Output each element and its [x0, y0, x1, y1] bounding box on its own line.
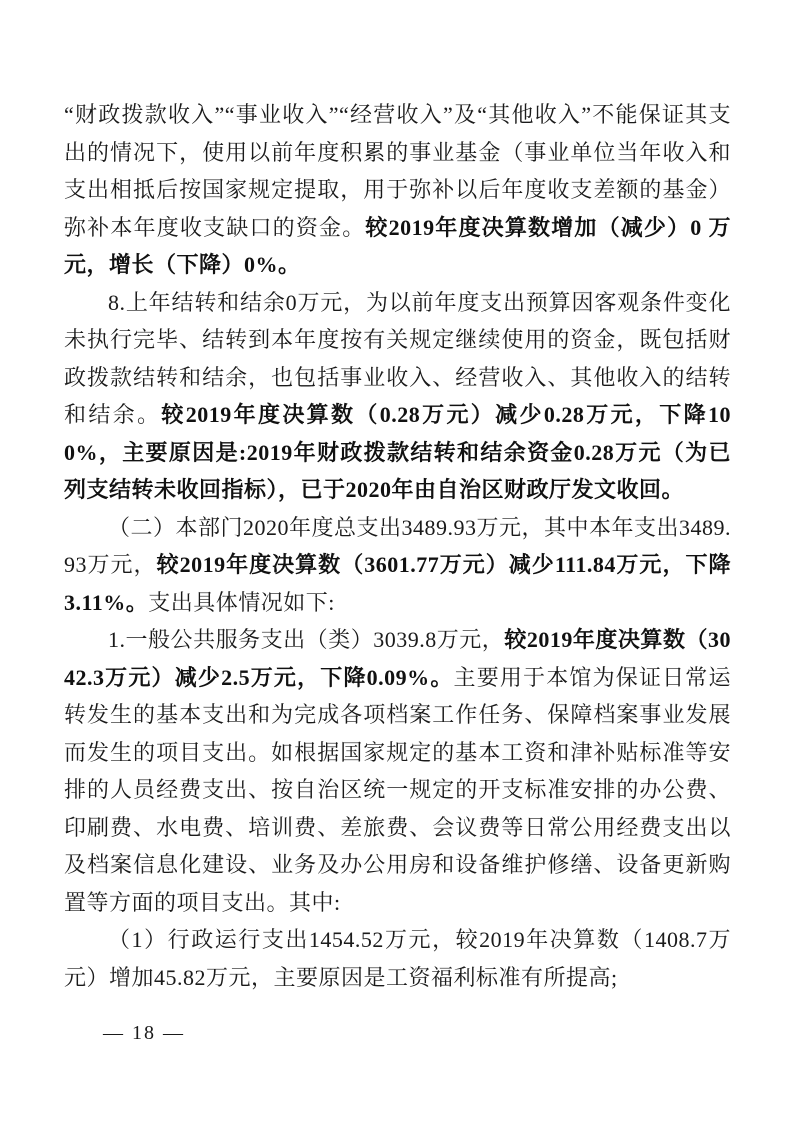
text-segment: （1）行政运行支出1454.52万元，较2019年决算数（1408.7万元）增加45.82万元，主要原因是工资福利标准有所提高;: [64, 927, 731, 990]
paragraph-prior-year-carryover: [64, 284, 731, 509]
text-segment-bold: 较2019年度决算数（3042.3万元）减少2.5万元，下降0.09%。: [64, 627, 731, 690]
paragraph-fund-gap-explanation: [64, 96, 731, 284]
text-segment: （二）本部门2020年度总支出3489.93万元，其中本年支出3489.93万元，: [64, 514, 732, 577]
text-segment-bold: 较2019年度决算数（0.28万元）减少0.28万元，下降100%，主要原因是:2019年财政拨款结转和结余资金0.28万元（为已列支结转未收回指标），已于2020年由自治区财政厅发文收回。: [64, 402, 731, 502]
text-segment: 支出具体情况如下:: [148, 589, 335, 615]
text-segment-bold: 较2019年度决算数（3601.77万元）减少111.84万元，下降3.11%。: [64, 552, 731, 615]
text-segment: 主要用于本馆为保证日常运转发生的基本支出和为完成各项档案工作任务、保障档案事业发展而发生的项目支出。如根据国家规定的基本工资和津补贴标准等安排的人员经费支出、按自治区统一规定的开支标准安排的办公费、印刷费、水电费、培训费、差旅费、会议费等日常公用经费支出以及档案信息化建设、业务及办公用房和设备维护修缮、设备更新购置等方面的项目支出。其中:: [64, 664, 731, 915]
text-segment: “财政拨款收入”“事业收入”“经营收入”及“其他收入”不能保证其支出的情况下，使用以前年度积累的事业基金（事业单位当年收入和支出相抵后按国家规定提取，用于弥补以后年度收支差额的基金）弥补本年度收支缺口的资金。: [64, 102, 731, 240]
paragraph-total-expenditure-2020: [64, 509, 731, 622]
page-number: — 18 —: [103, 1022, 185, 1044]
document-body: [64, 96, 731, 996]
text-segment: 8.上年结转和结余0万元，为以前年度支出预算因客观条件变化未执行完毕、结转到本年度按有关规定继续使用的资金，既包括财政拨款结转和结余，也包括事业收入、经营收入、其他收入的结转和结余。: [64, 289, 731, 427]
paragraph-general-public-services: [64, 621, 731, 921]
text-segment: 1.一般公共服务支出（类）3039.8万元，: [108, 627, 505, 652]
text-segment-bold: 较2019年度决算数增加（减少）0 万元，增长（下降）0%。: [64, 214, 731, 277]
paragraph-administrative-operation: [64, 921, 731, 996]
